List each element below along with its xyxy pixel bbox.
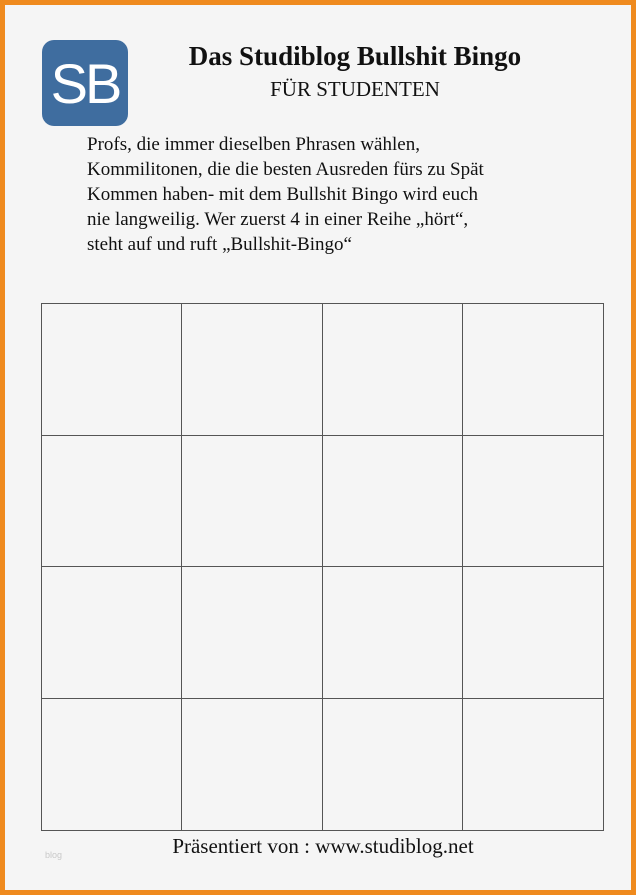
intro-line: nie langweilig. Wer zuerst 4 in einer Reihe „hört“, <box>87 209 469 230</box>
bingo-cell <box>323 436 463 568</box>
bingo-cell <box>323 699 463 831</box>
intro-text <box>87 132 587 257</box>
bingo-cell <box>42 436 182 568</box>
bingo-cell <box>323 304 463 436</box>
bingo-cell <box>182 699 322 831</box>
bingo-cell <box>42 567 182 699</box>
page-title: Das Studiblog Bullshit Bingo <box>188 41 522 71</box>
bingo-cell <box>463 699 603 831</box>
page-subtitle: FÜR STUDENTEN <box>270 77 440 101</box>
watermark: blog <box>45 850 63 860</box>
bingo-cell <box>42 304 182 436</box>
logo-text: SB <box>50 51 120 115</box>
bingo-cell <box>42 699 182 831</box>
intro-line: Profs, die immer dieselben Phrasen wählen, <box>87 134 420 155</box>
bingo-cell <box>323 567 463 699</box>
bingo-grid <box>41 303 604 831</box>
intro-line: steht auf und ruft „Bullshit-Bingo“ <box>87 234 352 255</box>
bingo-cell <box>182 304 322 436</box>
footer-credit: Präsentiert von : www.studiblog.net <box>172 834 474 858</box>
bingo-cell <box>463 304 603 436</box>
bingo-cell <box>182 567 322 699</box>
bingo-cell <box>182 436 322 568</box>
bingo-cell <box>463 567 603 699</box>
intro-line: Kommen haben- mit dem Bullshit Bingo wird euch <box>87 184 479 205</box>
intro-line: Kommilitonen, die die besten Ausreden fürs zu Spät <box>87 159 484 180</box>
bingo-cell <box>463 436 603 568</box>
studiblog-logo <box>42 40 128 126</box>
